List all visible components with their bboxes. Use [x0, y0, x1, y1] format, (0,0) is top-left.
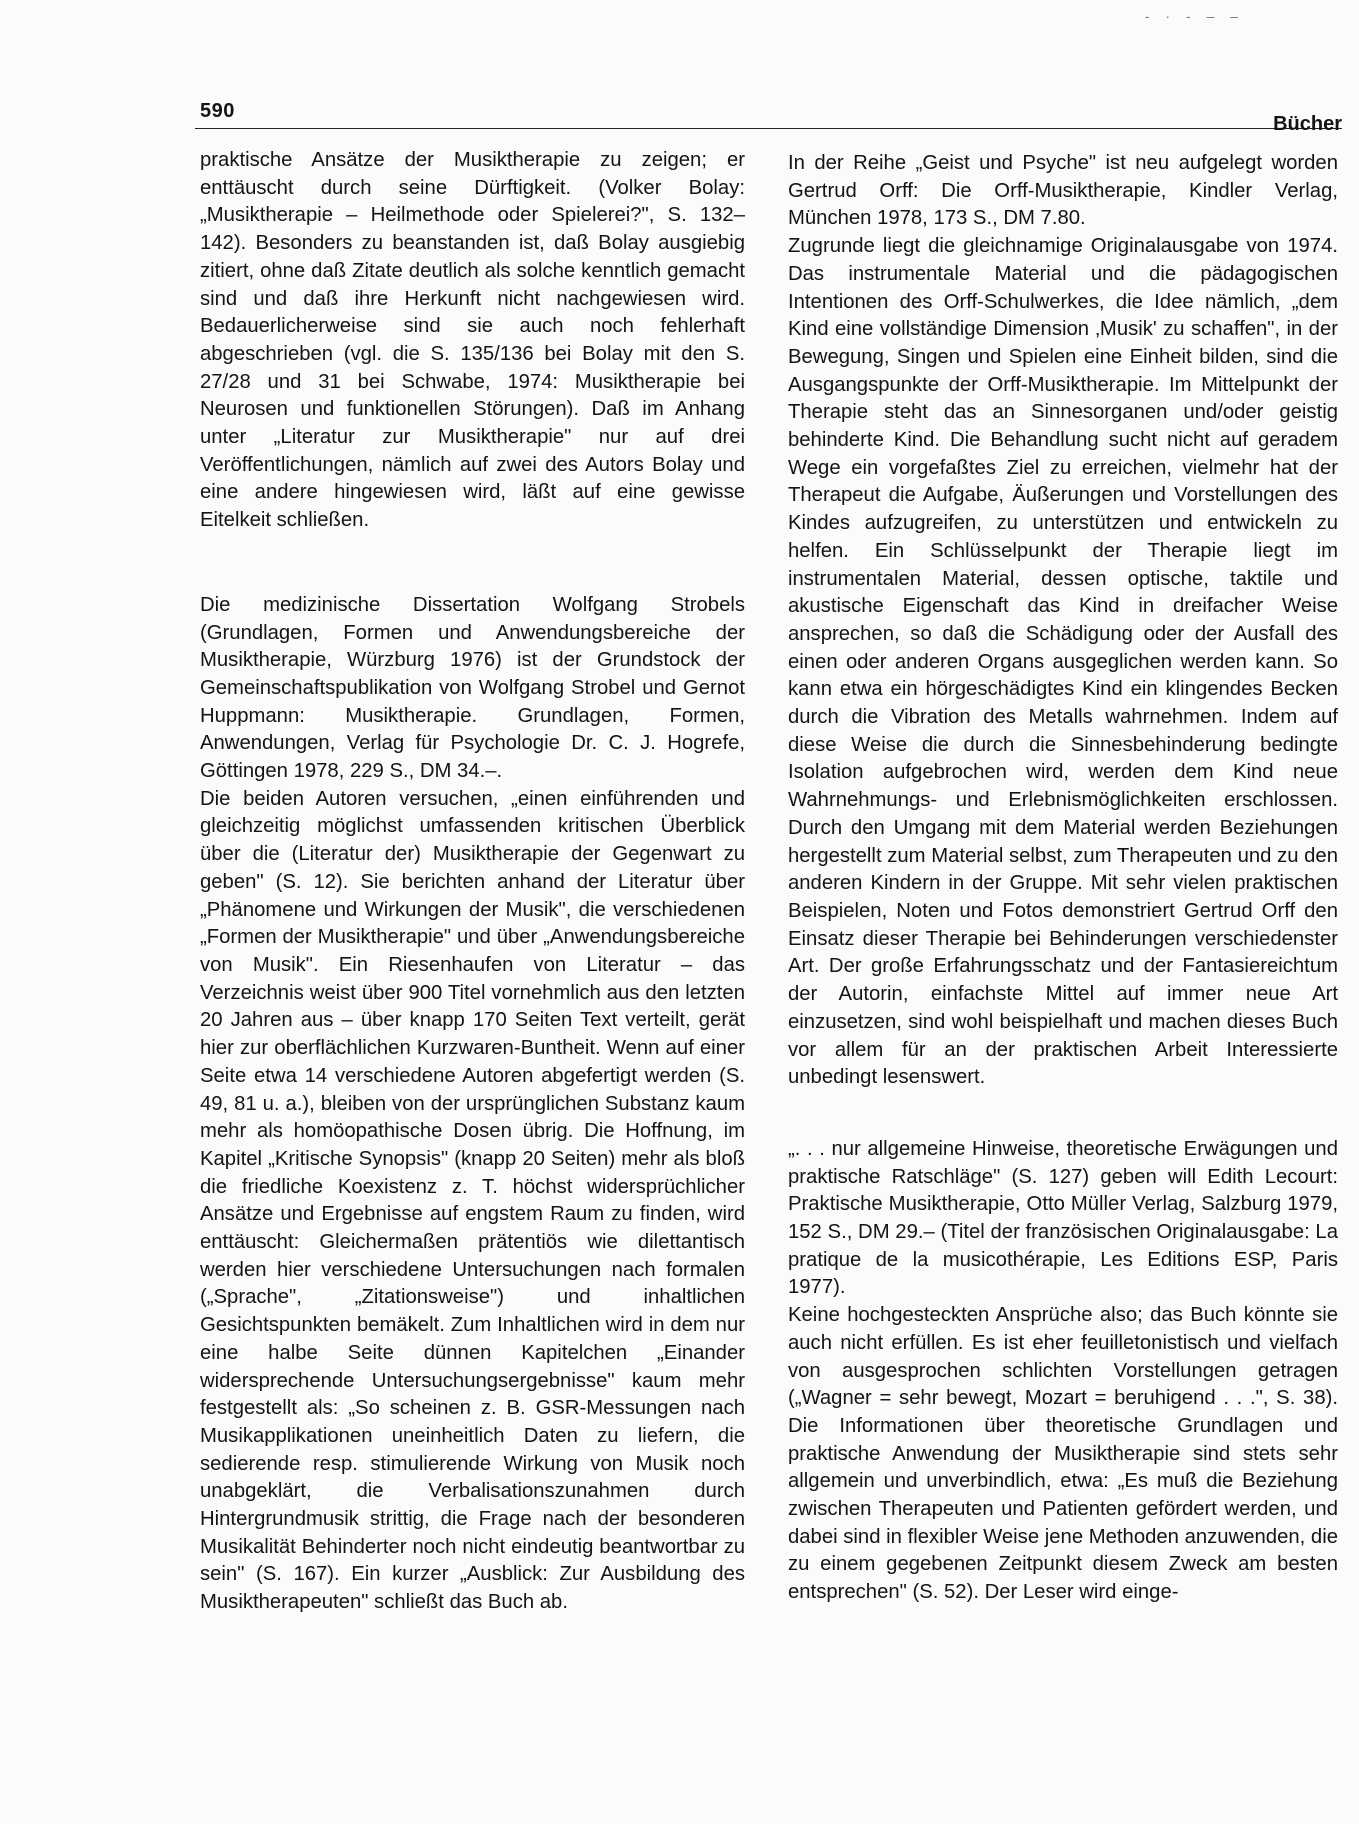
paragraph-orff-intro: In der Reihe „Geist und Psyche" ist neu aufgelegt worden Gertrud Orff: Die Orff-Musiktherapie, Kindler Verlag, München 1978, 173 S., DM 7.80. [788, 152, 1338, 230]
left-column [200, 147, 745, 1617]
paragraph-strobel-intro: Die medizinische Dissertation Wolfgang Strobels (Grundlagen, Formen und Anwendungsbereiche der Musiktherapie, Würzburg 1976) ist der Grundstock der Gemeinschaftspublikation von Wolfgang Strobel und Gernot Huppmann: Musiktherapie. Grundlagen, Formen, Anwendungen, Verlag für Psychologie Dr. C. J. Hogrefe, Göttingen 1978, 229 S., DM 34.–. [200, 593, 745, 783]
paragraph-strobel-review: Die beiden Autoren versuchen, „einen einführenden und gleichzeitig möglichst umfassenden kritischen Überblick über die (Literatur der) Musiktherapie der Gegenwart zu geben" (S. 12). Sie berichten anhand der Literatur über „Phänomene und Wirkungen der Musik", die verschiedenen „Formen der Musiktherapie" und über „Anwendungsbereiche von Musik". Ein Riesenhaufen von Literatur – das Verzeichnis weist über 900 Titel vornehmlich aus den letzten 20 Jahren aus – über knapp 170 Seiten Text verteilt, gerät hier zur oberflächlichen Kurzwaren-Buntheit. Wenn auf einer Seite etwa 14 verschiedene Autoren abgefertigt werden (S. 49, 81 u. a.), bleiben von der ursprünglichen Substanz kaum mehr als homöopathische Dosen übrig. Die Hoffnung, im Kapitel „Kritische Synopsis" (knapp 20 Seiten) mehr als bloß die friedliche Koexistenz z. T. höchst widersprüchlicher Ansätze und Ergebnisse auf engstem Raum zu finden, wird enttäuscht: Gleichermaßen prätentiös wie dilettantisch werden hier verschiedene Untersuchungen nach formalen („Sprache", „Zitationsweise") und inhaltlichen Gesichtspunkten bemäkelt. Zum Inhaltlichen wird in dem nur eine halbe Seite dünnen Kapitelchen „Einander widersprechende Untersuchungsergebnisse" kaum mehr festgestellt als: „So scheinen z. B. GSR-Messungen nach Musikapplikationen uneinheitlich Daten zu liefern, die sedierende resp. stimulierende Wirkung von Musik noch unabgeklärt, die Verbalisationszunahmen durch Hintergrundmusik strittig, die Frage nach der besonderen Musikalität Behinderter noch nicht eindeutig beantwortbar zu sein" (S. 167). Ein kurzer „Ausblick: Zur Ausbildung des Musiktherapeuten" schließt das Buch ab. [200, 787, 745, 1614]
paragraph-bolay-review-end: praktische Ansätze der Musiktherapie zu zeigen; er enttäuscht durch seine Dürftigkeit. (Volker Bolay: „Musiktherapie – Heilmethode oder Spielerei?", S. 132–142). Besonders zu beanstanden ist, daß Bolay ausgiebig zitiert, ohne daß Zitate deutlich als solche kenntlich gemacht sind und daß ihre Herkunft nicht nachgewiesen wird. Bedauerlicherweise sind sie auch noch fehlerhaft abgeschrieben (vgl. die S. 135/136 bei Bolay mit den S. 27/28 und 31 bei Schwabe, 1974: Musiktherapie bei Neurosen und funktionellen Störungen). Daß im Anhang unter „Literatur zur Musiktherapie" nur auf drei Veröffentlichungen, nämlich auf zwei des Autors Bolay und eine andere hingewiesen wird, läßt auf eine gewisse Eitelkeit schließen. [200, 149, 745, 532]
right-column [788, 150, 1338, 1607]
page-number: 590 [200, 100, 235, 122]
paragraph-orff-review: Zugrunde liegt die gleichnamige Originalausgabe von 1974. Das instrumentale Material und die pädagogischen Intentionen des Orff-Schulwerkes, die Idee nämlich, „dem Kind eine vollständige Dimension ‚Musik' zu schaffen", in der Bewegung, Singen und Spielen eine Einheit bilden, sind die Ausgangspunkte der Orff-Musiktherapie. Im Mittelpunkt der Therapie steht das an Sinnesorganen und/oder geistig behinderte Kind. Die Behandlung sucht nicht auf geradem Wege ein vorgefaßtes Ziel zu erreichen, vielmehr hat der Therapeut die Aufgabe, Äußerungen und Vorstellungen des Kindes aufzugreifen, zu unterstützen und entwickeln zu helfen. Ein Schlüsselpunkt der Therapie liegt im instrumentalen Material, dessen optische, taktile und akustische Eigenschaft das Kind in dreifacher Weise ansprechen, so daß die Schädigung oder der Ausfall des einen oder anderen Organs ausgeglichen werden kann. So kann etwa ein hörgeschädigtes Kind ein klingendes Becken durch die Vibration des Metalls wahrnehmen. Indem auf diese Weise die durch die Sinnesbehinderung bedingte Isolation aufgebrochen wird, werden dem Kind neue Wahrnehmungs- und Erlebnismöglichkeiten erschlossen. Durch den Umgang mit dem Material werden Beziehungen hergestellt zum Material selbst, zum Therapeuten und zu den anderen Kindern in der Gruppe. Mit sehr vielen praktischen Beispielen, Noten und Fotos demonstriert Gertrud Orff den Einsatz dieser Therapie bei Behinderungen verschiedenster Art. Der große Erfahrungsschatz und der Fantasiereichtum der Autorin, einfachste Mittel auf immer neue Art einzusetzen, sind wohl beispielhaft und machen dieses Buch vor allem für an der praktischen Arbeit Interessierte unbedingt lesenswert. [788, 235, 1338, 1089]
paragraph-lecourt-intro: „. . . nur allgemeine Hinweise, theoretische Erwägungen und praktische Ratschläge" (S. 127) geben will Edith Lecourt: Praktische Musiktherapie, Otto Müller Verlag, Salzburg 1979, 152 S., DM 29.– (Titel der französischen Originalausgabe: La pratique de la musicothérapie, Les Editions ESP, Paris 1977). [788, 1137, 1338, 1299]
paragraph-lecourt-review: Keine hochgesteckten Ansprüche also; das Buch könnte sie auch nicht erfüllen. Es ist eher feuilletonistisch und vielfach von ausgesprochen schlichten Vorstellungen getragen („Wagner = sehr bewegt, Mozart = beruhigend . . .", S. 38). Die Informationen über theoretische Grundlagen und praktische Anwendung der Musiktherapie sind stets sehr allgemein und unverbindlich, etwa: „Es muß die Beziehung zwischen Therapeuten und Patienten gefördert werden, und dabei sind in flexibler Weise jene Methoden anzuwenden, die zu einem gegebenen Zeitpunkt diesem Zweck am besten entsprechen" (S. 52). Der Leser wird einge- [788, 1304, 1338, 1604]
header-rule [195, 128, 1342, 129]
section-label: Bücher [1273, 113, 1342, 135]
scan-corner-marks: - · - ‒ ‒ [1144, 8, 1244, 24]
